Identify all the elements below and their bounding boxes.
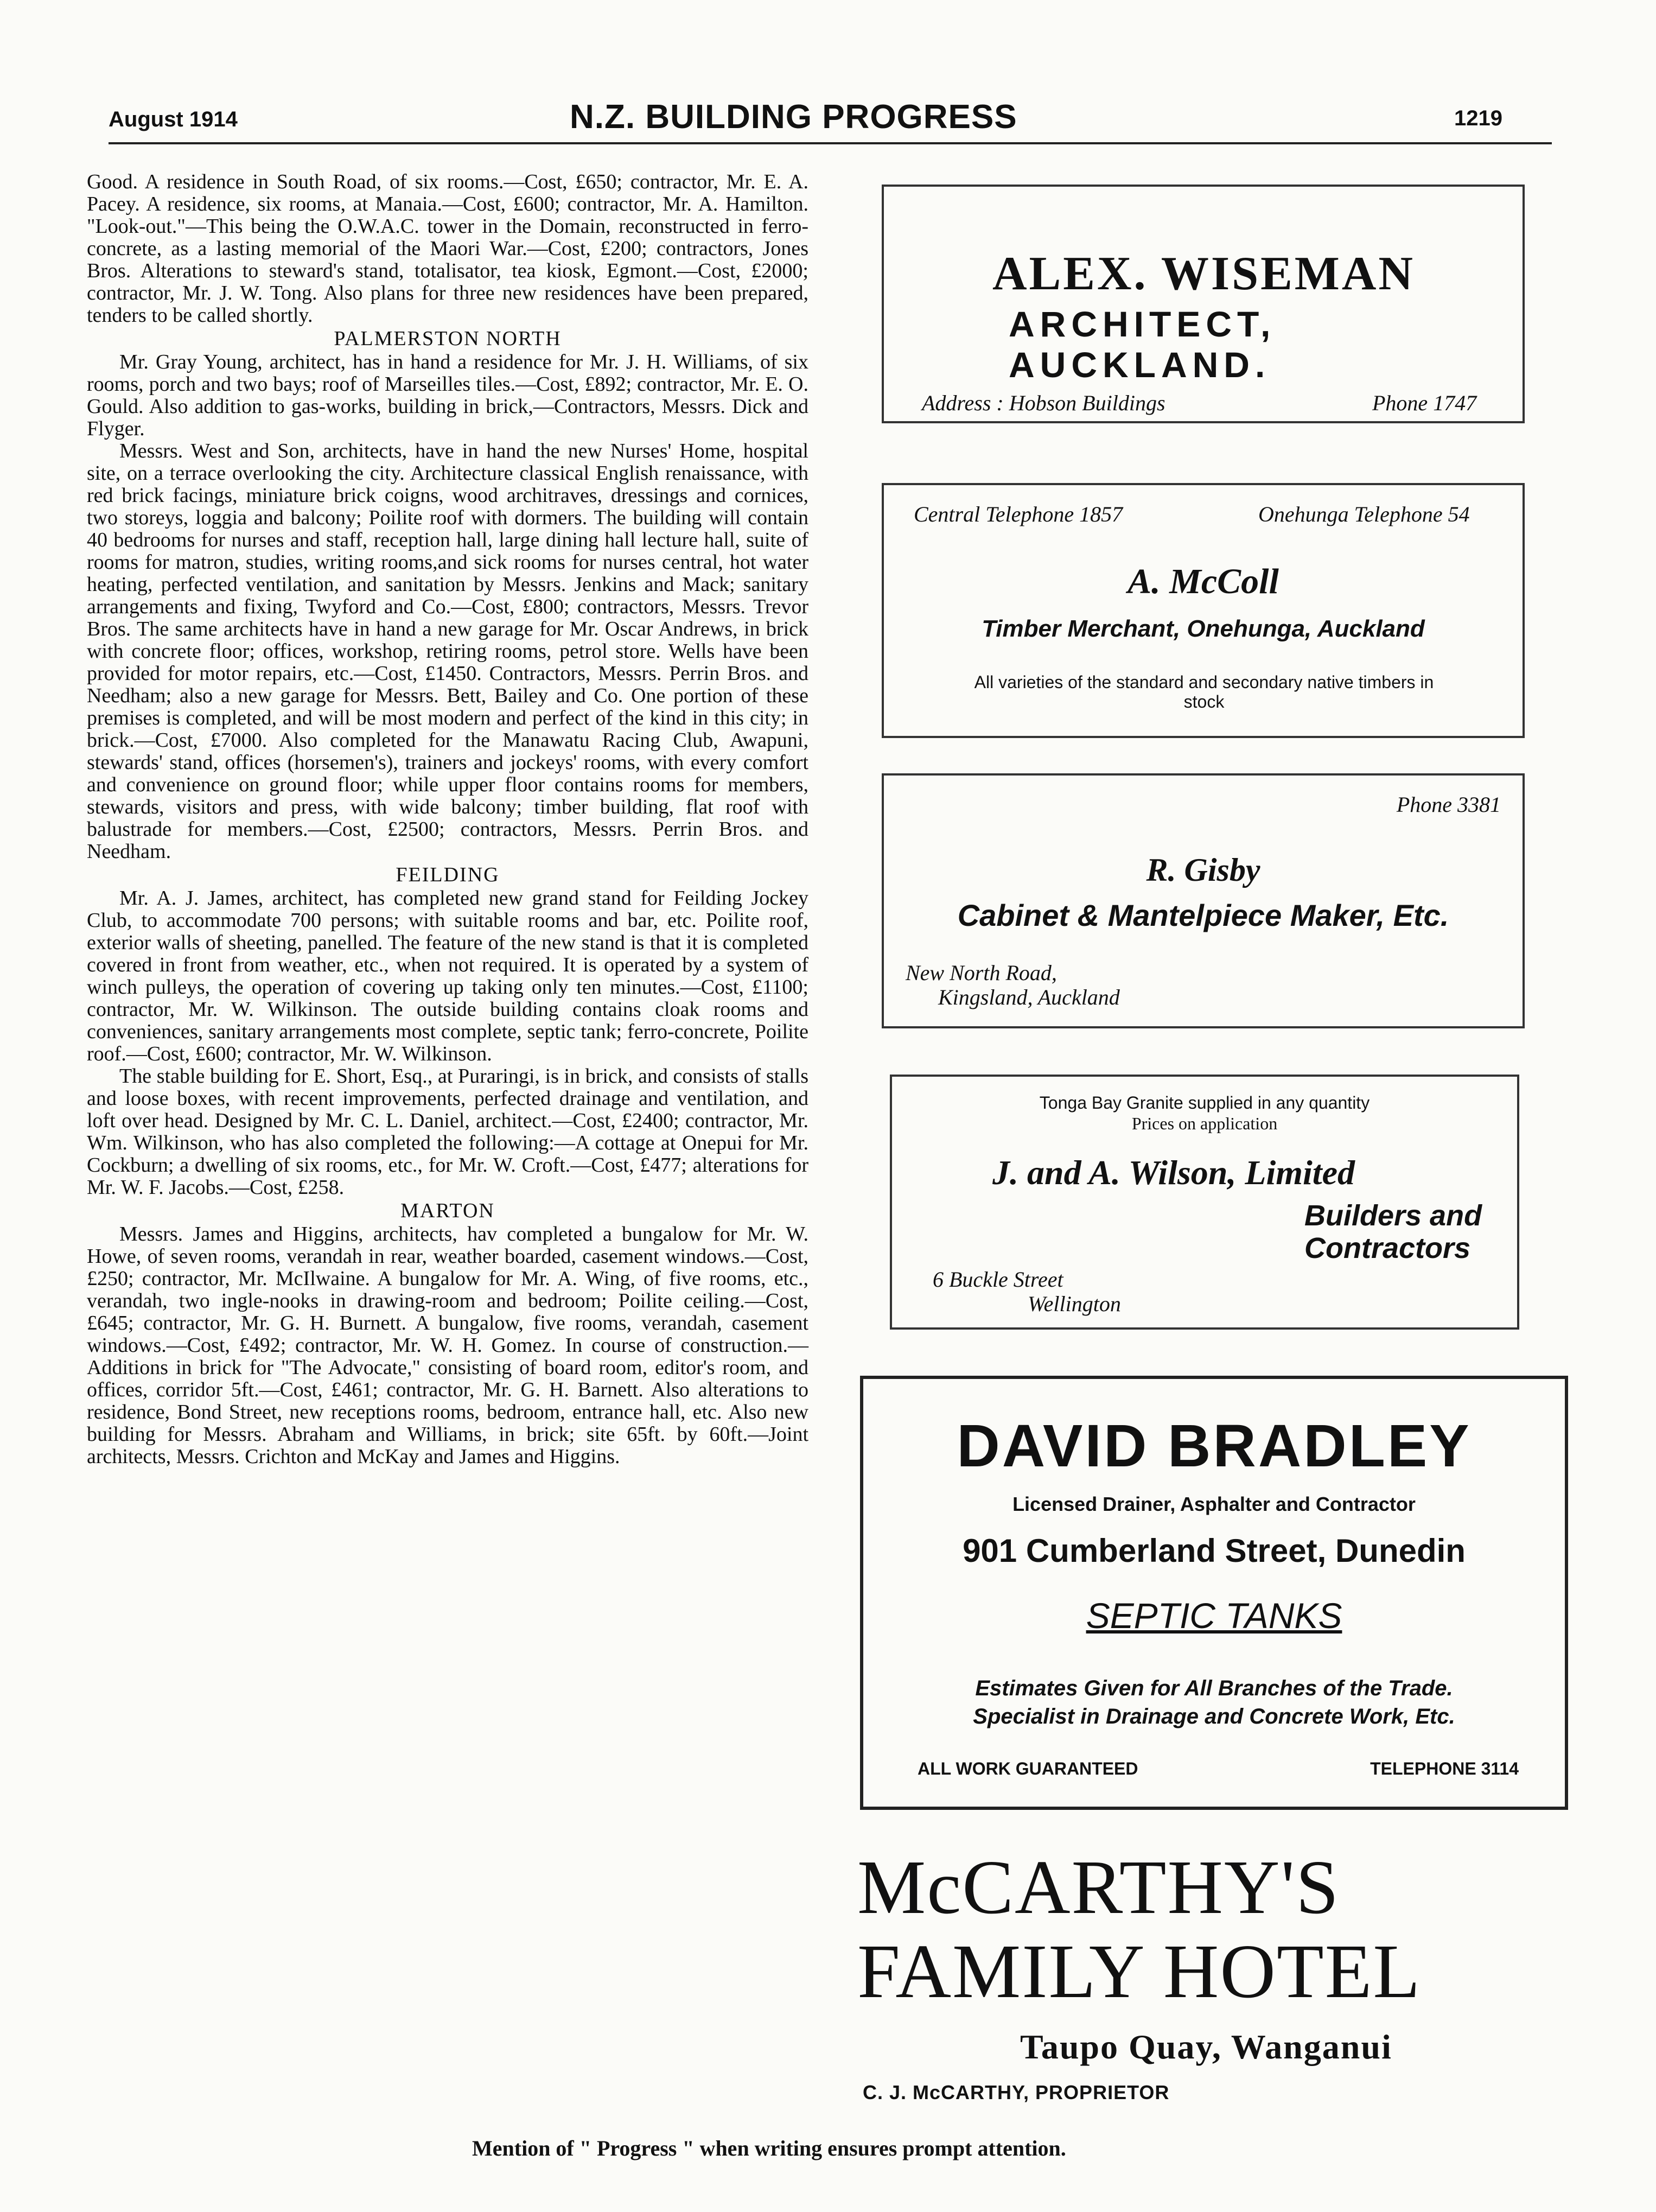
wilson-address-city: Wellington [1028, 1292, 1121, 1316]
gisby-address-town: Kingsland, Auckland [938, 985, 1120, 1009]
paragraph-stable-building: The stable building for E. Short, Esq., at Puraringi, is in brick, and consists of stalls and loose boxes, with recent improvements, perfected drainage and ventilation, and loft over head. Designed by Mr. C. L. Daniel, architect.—Cost, £2400; contractor, Mr. Wm. Wilkinson, who has also completed the following:—A cottage at Onepui for Mr. Cockburn; a dwelling of six rooms, etc., for Mr. W. Croft.—Cost, £477; alterations for Mr. W. F. Jacobs.—Cost, £258. [87, 1065, 808, 1199]
paragraph-james-grandstand: Mr. A. J. James, architect, has completed new grand stand for Feilding Jockey Club, to accommodate 700 persons; with suitable rooms and bar, etc. Poilite roof, exterior walls of sheeting, panelled. The feature of the new stand is that it is completed covered in front from weather, etc., when not required. It is operated by a system of winch pulleys, the operation of covering up taking only ten minutes.—Cost, £1100; contractor, Mr. W. Wilkinson. The outside building contains cloak rooms and conveniences, sanitary arrangements most complete, septic tank; ferro-concrete, Poilite roof.—Cost, £600; contractor, Mr. W. Wilkinson. [87, 887, 808, 1065]
ad-wilson [890, 1075, 1519, 1330]
gisby-name: R. Gisby [1146, 852, 1260, 888]
mccarthy-proprietor: C. J. McCARTHY, PROPRIETOR [863, 2081, 1170, 2103]
bradley-name: DAVID BRADLEY [957, 1413, 1472, 1479]
wiseman-profession: ARCHITECT, [1009, 304, 1276, 344]
bradley-specialty: SEPTIC TANKS [1086, 1596, 1342, 1636]
page-number: 1219 [1454, 106, 1502, 130]
article-column [87, 171, 808, 1468]
mccoll-central-telephone: Central Telephone 1857 [914, 502, 1123, 526]
heading-feilding: FEILDING [396, 863, 500, 886]
journal-title: N.Z. BUILDING PROGRESS [570, 98, 1017, 136]
bradley-guarantee: ALL WORK GUARANTEED [918, 1759, 1138, 1778]
wiseman-address: Address : Hobson Buildings [922, 391, 1165, 415]
paragraph-james-higgins: Messrs. James and Higgins, architects, hav completed a bungalow for Mr. W. Howe, of seven rooms, verandah in rear, weather boarded, casement windows.—Cost, £250; contractor, Mr. McIlwaine. A bungalow for Mr. A. Wing, of five rooms, etc., verandah, two ingle-nooks in drawing-room and bedroom; Poilite ceiling.—Cost, £645; contractor, Mr. G. H. Burnett. A bungalow, five rooms, verandah, casement windows.—Cost, £492; contractor, Mr. W. H. Gomez. In course of construction.—Additions in brick for "The Advocate," consisting of board room, editor's room, and offices, corridor 5ft.—Cost, £461; contractor, Mr. G. H. Barnett. Also alterations to residence, Bond Street, new receptions rooms, bedroom, entrance hall, etc. Also new building for Messrs. Abraham and Williams, in brick; site 65ft. by 60ft.—Joint architects, Messrs. Crichton and McKay and James and Higgins. [87, 1223, 808, 1468]
gisby-address-street: New North Road, [906, 961, 1057, 985]
paragraph-stratford: Good. A residence in South Road, of six rooms.—Cost, £650; contractor, Mr. E. A. Pacey. A residence, six rooms, at Manaia.—Cost, £600; contractor, Mr. A. Hamilton. "Look-out."—This being the O.W.A.C. tower in the Domain, reconstructed in ferro-concrete, as a lasting memorial of the Maori War.—Cost, £200; contractors, Jones Bros. Alterations to steward's stand, totalisator, tea kiosk, Egmont.—Cost, £2000; contractor, Mr. J. W. Tong. Also plans for three new residences have been prepared, tenders to be called shortly. [87, 170, 808, 327]
wilson-trade-line2: Contractors [1304, 1232, 1471, 1264]
bradley-specialist: Specialist in Drainage and Concrete Work, Etc. [973, 1705, 1455, 1728]
header-date: August 1914 [109, 107, 238, 131]
ad-david-bradley [860, 1376, 1568, 1810]
header-rule [109, 142, 1552, 144]
heading-marton: MARTON [400, 1199, 495, 1222]
mccoll-name: A. McColl [1128, 562, 1279, 601]
wilson-prices: Prices on application [1131, 1114, 1278, 1133]
gisby-phone: Phone 3381 [1396, 792, 1501, 817]
mccoll-onehunga-telephone: Onehunga Telephone 54 [1258, 502, 1470, 526]
mccarthy-line2: FAMILY HOTEL [857, 1928, 1422, 2014]
bradley-trade: Licensed Drainer, Asphalter and Contractor [1012, 1493, 1416, 1515]
wiseman-city: AUCKLAND. [1009, 345, 1271, 385]
bradley-address: 901 Cumberland Street, Dunedin [963, 1533, 1466, 1569]
ad-mccoll [882, 483, 1525, 738]
wilson-address-street: 6 Buckle Street [933, 1267, 1063, 1292]
bradley-telephone: TELEPHONE 3114 [1370, 1759, 1519, 1778]
mccarthy-location: Taupo Quay, Wanganui [1020, 2027, 1392, 2066]
heading-palmerston-north: PALMERSTON NORTH [334, 327, 562, 350]
ad-mccarthys-hotel [857, 1842, 1574, 2146]
wiseman-phone: Phone 1747 [1372, 391, 1477, 415]
gisby-trade: Cabinet & Mantelpiece Maker, Etc. [957, 898, 1449, 932]
mccoll-note: All varieties of the standard and secondary native timbers in stock [974, 672, 1434, 711]
footer-mention: Mention of " Progress " when writing ensures prompt attention. [472, 2136, 1066, 2160]
wiseman-name: ALEX. WISEMAN [992, 247, 1415, 300]
paragraph-west-and-son: Messrs. West and Son, architects, have in hand the new Nurses' Home, hospital site, on a terrace overlooking the city. Architecture classical English renaissance, with red brick facings, miniature brick coigns, wood architraves, dressings and cornices, two storeys, loggia and balcony; Poilite roof with dormers. The building will contain 40 bedrooms for nurses and staff, reception hall, large dining hall lecture hall, suite of rooms for matron, studies, writing rooms,and sick rooms for nurses central, hot water heating, perfected ventilation, and sanitation by Messrs. Jenkins and Mack; sanitary arrangements and fixing, Twyford and Co.—Cost, £800; contractors, Messrs. Trevor Bros. The same architects have in hand a new garage for Mr. Oscar Andrews, in brick with concrete floor; offices, workshop, retiring rooms, petrol store. Wells have been provided for motor repairs, etc.—Cost, £1450. Contractors, Messrs. Perrin Bros. and Needham; also a new garage for Messrs. Bett, Bailey and Co. One portion of these premises is completed, and will be most modern and perfect of the kind in this city; in brick.—Cost, £7000. Also completed for the Manawatu Racing Club, Awapuni, stewards' stand, offices (horsemen's), trainers and jockeys' rooms, with every comfort and convenience on ground floor; while upper floor contains rooms for members, stewards, visitors and press, with wide balcony; timber building, flat roof with balustrade for members.—Cost, £2500; contractors, Messrs. Perrin Bros. and Needham. [87, 440, 808, 863]
ad-gisby [882, 773, 1525, 1028]
ad-alex-wiseman [882, 185, 1525, 423]
mccarthy-line1: McCARTHY'S [857, 1844, 1340, 1930]
mccoll-trade: Timber Merchant, Onehunga, Auckland [982, 615, 1425, 642]
wilson-name: J. and A. Wilson, Limited [992, 1153, 1355, 1192]
wilson-granite: Tonga Bay Granite supplied in any quantity [1039, 1093, 1370, 1113]
paragraph-gray-young: Mr. Gray Young, architect, has in hand a residence for Mr. J. H. Williams, of six rooms, porch and two bays; roof of Marseilles tiles.—Cost, £892; contractor, Mr. E. O. Gould. Also addition to gas-works, building in brick,—Contractors, Messrs. Dick and Flyger. [87, 351, 808, 440]
wilson-trade-line1: Builders and [1304, 1199, 1482, 1232]
bradley-estimates: Estimates Given for All Branches of the Trade. [975, 1676, 1453, 1700]
